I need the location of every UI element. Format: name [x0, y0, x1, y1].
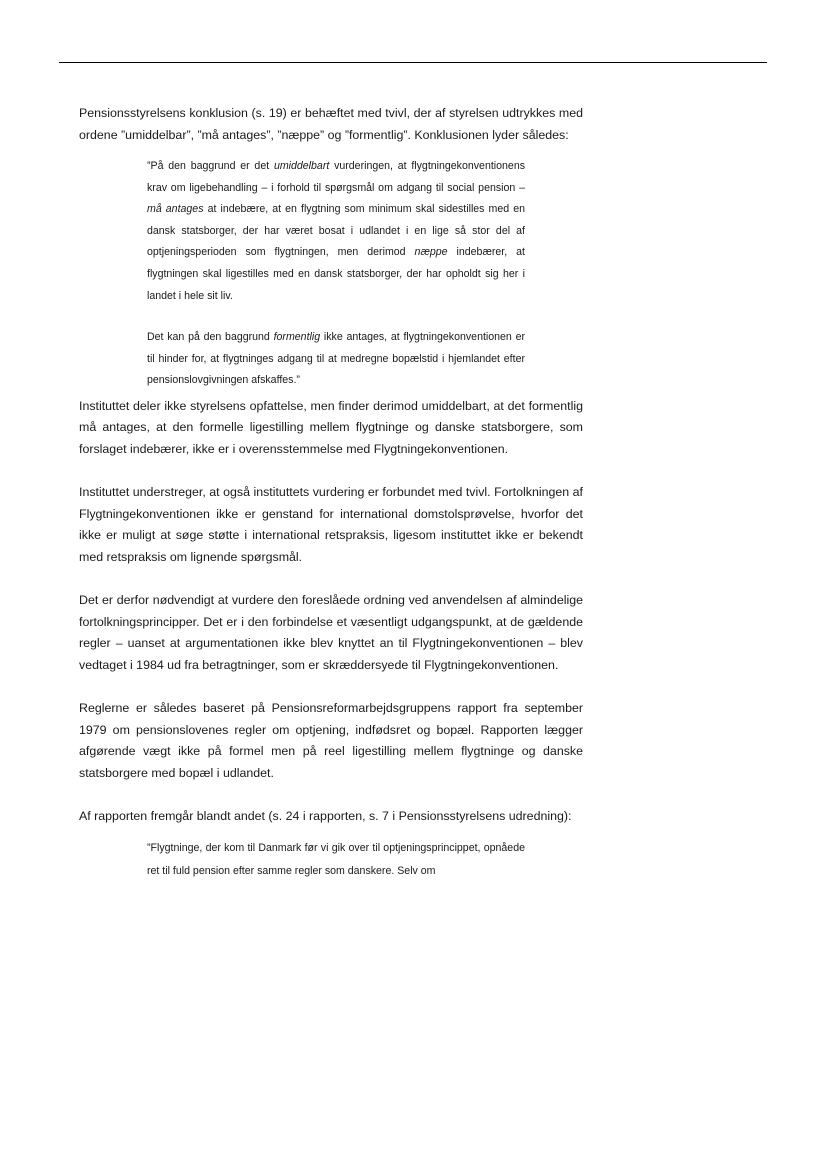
- quote-paragraph-2: [147, 327, 525, 392]
- paragraph-conclusion: Pensionsstyrelsens konklusion (s. 19) er behæftet med tvivl, der af styrelsen udtrykkes med ordene ”umiddelbar”, ”må antages”, ”næppe” og ”formentlig”. Konklusionen lyder således:: [79, 106, 583, 142]
- quote-text: vurderingen, at flygtningekonventionens krav om ligebehandling – i forhold til spørgsmål om adgang til social pension –: [147, 160, 526, 194]
- quote-paragraph-3: ”Flygtninge, der kom til Danmark før vi gik over til optjeningsprincippet, opnåede ret til fuld pension efter samme regler som danskere. Selv om: [147, 841, 525, 877]
- quote-emphasis: umiddelbart: [273, 160, 330, 172]
- paragraph-fortolkningsprincipper: Det er derfor nødvendigt at vurdere den foreslåede ordning ved anvendelsen af almindelige fortolkningsprincipper. Det er i den forbindelse et væsentligt udgangspunkt, at de gældende regler – uanset at argumentationen ikke blev knyttet an til Flygtningekonventionen – blev vedtaget i 1984 ud fra betragtninger, som er skræddersyede til Flygtningekonventionen.: [79, 593, 583, 672]
- paragraph-instituttet-understreger: Instituttet understreger, at også instituttets vurdering er forbundet med tvivl. Fortolkningen af Flygtningekonventionen ikke er genstand for international domstolsprøvelse, hvorfor det ikke er muligt at søge støtte i international retspraksis, ligesom instituttet ikke er bekendt med retspraksis om lignende spørgsmål.: [79, 485, 583, 564]
- paragraph-reglerne: Reglerne er således baseret på Pensionsreformarbejdsgruppens rapport fra september 1979 om pensionslovenes regler om optjening, indfødsret og bopæl. Rapporten lægger afgørende vægt ikke på formel men på reel ligestilling mellem flygtninge og danske statsborgere med bopæl i udlandet.: [79, 701, 583, 780]
- quote-emphasis: formentlig: [273, 331, 321, 344]
- paragraph-instituttet-deler: Instituttet deler ikke styrelsens opfattelse, men finder derimod umiddelbart, at det formentlig må antages, at den formelle ligestilling mellem flygtninge og danske statsborgere, som forslaget indebærer, ikke er i overensstemmelse med Flygtningekonventionen.: [79, 398, 583, 456]
- quote-text: ”På den baggrund er det: [147, 160, 274, 172]
- paragraph-rapporten: Af rapporten fremgår blandt andet (s. 24 i rapporten, s. 7 i Pensionsstyrelsens udredning):: [79, 809, 572, 824]
- quote-emphasis: næppe: [414, 246, 448, 259]
- quote-text: at indebære, at en flygtning som minimum skal sidestilles med en dansk statsborger, der har været bosat i udlandet i en lige så stor del af optjeningsperioden som flygtningen, men derimod: [147, 203, 526, 259]
- quote-emphasis: må antages: [147, 203, 204, 216]
- quote-text: indebærer, at flygtningen skal ligestilles med en dansk statsborger, der har opholdt sig her i landet i hele sit liv.: [147, 246, 525, 302]
- quote-block-styrelsen: [147, 156, 525, 392]
- document-body: [79, 103, 583, 883]
- quote-block-rapporten: [147, 837, 525, 883]
- quote-text: Det kan på den baggrund: [147, 331, 274, 344]
- header-rule: [59, 62, 767, 63]
- quote-paragraph-1: [147, 156, 525, 307]
- quote-text: ikke antages, at flygtningekonventionen er til hinder for, at flygtninges adgang til at medregne bopælstid i hjemlandet efter pensionslovgivningen afskaffes.”: [147, 331, 526, 387]
